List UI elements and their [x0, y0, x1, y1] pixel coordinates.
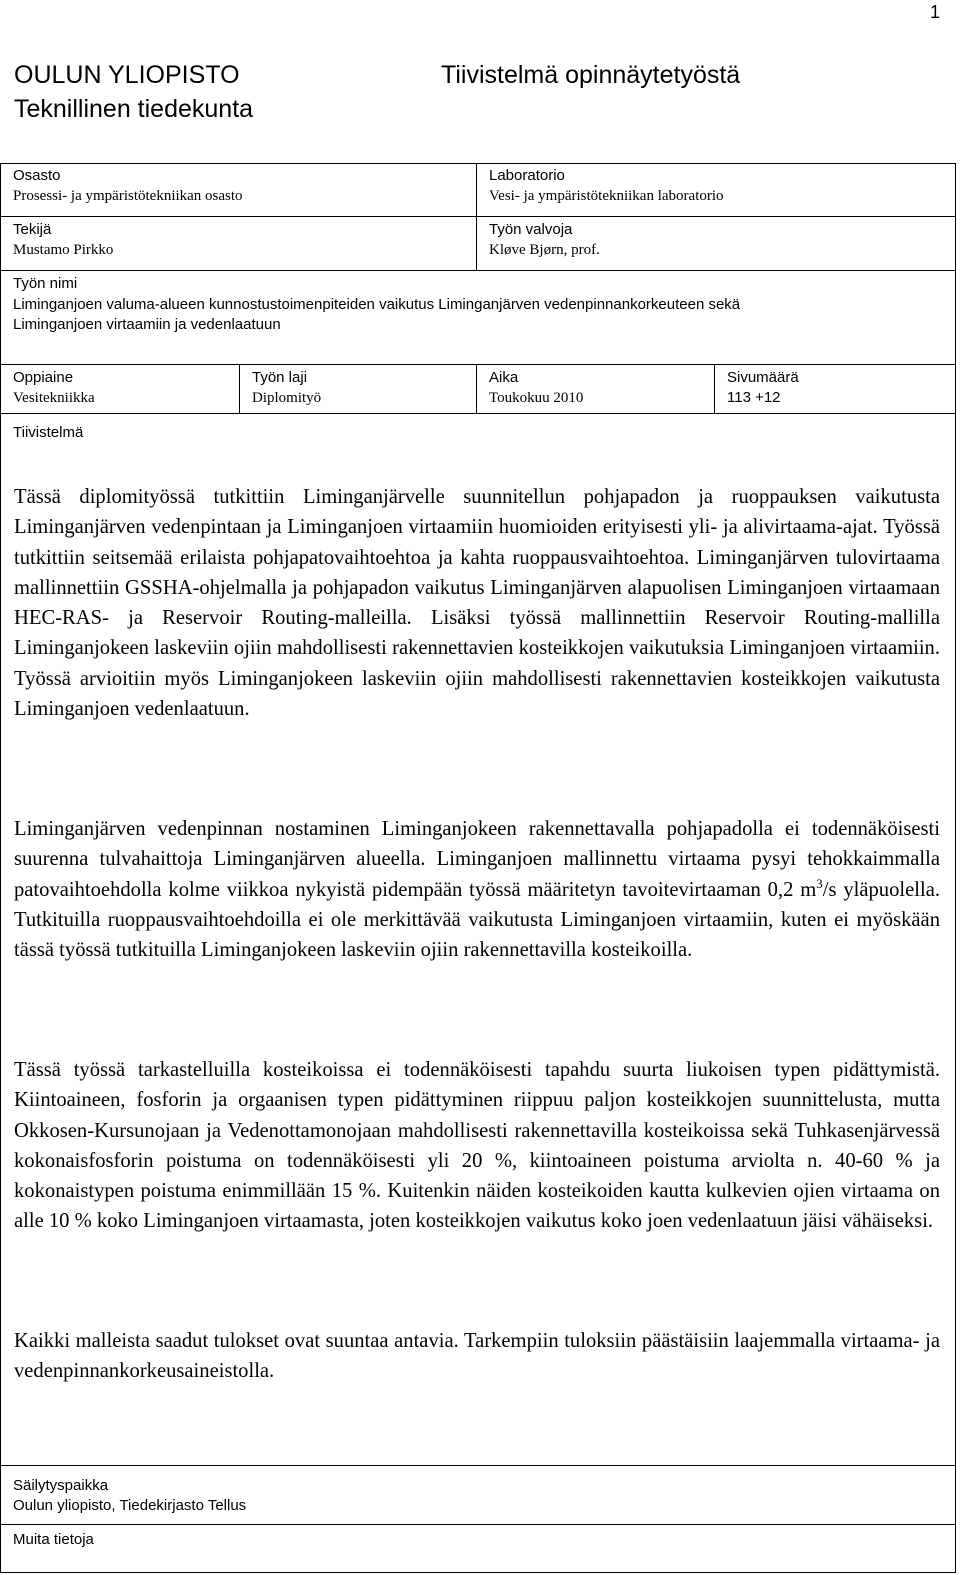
- pages-label: Sivumäärä: [727, 369, 799, 386]
- header-university-block: [14, 58, 253, 126]
- page-number: 1: [929, 2, 940, 22]
- abstract-label: Tiivistelmä: [13, 424, 84, 441]
- department-cell: [13, 166, 243, 206]
- date-label: Aika: [489, 369, 519, 386]
- supervisor-cell: [489, 220, 600, 260]
- abstract-paragraph-2-text-a: Liminganjärven vedenpinnan nostaminen Liminganjokeen rakennettavalla pohjapadolla ei todennäköisesti suurenna tulvahaittoja Liminganjärven alueella. Liminganjoen mallinnettu virtaama pysyi tehokkaimmalla patovaihtoehdolla kolme viikkoa nykyistä pidempään työssä määritetyn tavoitevirtaaman 0,2 m: [14, 818, 940, 901]
- pages-cell: [727, 368, 799, 408]
- thesis-title-cell: [13, 274, 943, 335]
- storage-label: Säilytyspaikka: [13, 1477, 109, 1494]
- author-cell: [13, 220, 113, 260]
- metadata-divider-1: [239, 364, 240, 414]
- document-title: Tiivistelmä opinnäytetyöstä: [441, 61, 741, 89]
- abstract-paragraph-2-superscript: 3: [816, 875, 823, 891]
- type-label: Työn laji: [252, 369, 308, 386]
- laboratory-value: Vesi- ja ympäristötekniikan laboratorio: [489, 188, 724, 204]
- author-value: Mustamo Pirkko: [13, 242, 114, 258]
- abstract-paragraph-4: Kaikki malleista saadut tulokset ovat suuntaa antavia. Tarkempiin tuloksiin päästäisiin laajemmalla virtaama- ja vedenpinnankorkeusaineistolla.: [14, 1330, 940, 1383]
- department-label: Osasto: [13, 167, 61, 184]
- abstract-paragraph-2-text-b: /s yläpuolella. Tutkituilla ruoppausvaihtoehdoilla ei ole merkittävää vaikutusta Liminganjoen virtaamiin, kuten ei myöskään tässä työssä tutkituilla Liminganjokeen laskeviin ojiin rakennettavilla kosteikoilla.: [14, 878, 940, 962]
- storage-cell: [13, 1476, 246, 1516]
- abstract-paragraph-3: Tässä työssä tarkastelluilla kosteikoissa ei todennäköisesti tapahdu suurta liukoisen typen pidättymistä. Kiintoaineen, fosforin ja orgaanisen typen pidättyminen riippuu paljon kosteikkojen suunnittelusta, mutta Okkosen-Kursunojaan ja Vedenottamonojaan mahdollisesti rakennettavilla kosteikoissa sekä Tuhkasenjärvessä kokonaisfosforin poistuma on todennäköisesti yli 20 %, kiintoaineen poistuma arviolta n. 40-60 % ja kokonaistypen poistuma enimmillään 15 %. Kuitenkin näiden kosteikoiden kautta kulkevien ojien virtaama on alle 10 % koko Liminganjoen virtaamasta, joten kosteikkojen vaikutus koko joen vedenlaatuun jäisi vähäiseksi.: [14, 1059, 940, 1233]
- pages-value: 113 +12: [727, 389, 781, 406]
- subject-label: Oppiaine: [13, 369, 74, 386]
- other-info-label: Muita tietoja: [13, 1531, 94, 1548]
- supervisor-label: Työn valvoja: [489, 221, 573, 238]
- abstract-paragraph-1: Tässä diplomityössä tutkittiin Liminganjärvelle suunnitellun pohjapadon ja ruoppauksen vaikutusta Liminganjärven vedenpintaan ja Liminganjoen virtaamiin huomioiden erityisesti yli- ja alivirtaama-ajat. Työssä tutkittiin seitsemää erilaista pohjapatovaihtoehtoa ja kahta ruoppausvaihtoehtoa. Liminganjärven tulovirtaama mallinnettiin GSSHA-ohjelmalla ja pohjapadon vaikutus Liminganjärven alapuolisen Liminganjoen virtaamaan HEC-RAS- ja Reservoir Routing-malleilla. Lisäksi työssä mallinnettiin Reservoir Routing-mallilla Liminganjokeen laskeviin ojiin mahdollisesti rakennettavien kosteikkojen vaikutuksia Liminganjoen virtaamiin. Työssä arvioitiin myös Liminganjokeen laskeviin ojiin mahdollisesti rakennettavien kosteikkojen vaikutusta Liminganjoen vedenlaatuun.: [14, 486, 940, 721]
- faculty-name: Teknillinen tiedekunta: [14, 95, 254, 123]
- info-box-divider-vertical: [476, 163, 477, 271]
- thesis-title-line1: Liminganjoen valuma-alueen kunnostustoimenpiteiden vaikutus Liminganjärven vedenpinnankorkeuteen sekä: [13, 296, 741, 313]
- type-cell: [252, 368, 321, 408]
- supervisor-value: Kløve Bjørn, prof.: [489, 242, 600, 258]
- metadata-divider-2: [476, 364, 477, 414]
- type-value: Diplomityö: [252, 390, 322, 406]
- footer-divider: [0, 1524, 956, 1525]
- metadata-box: [0, 364, 956, 414]
- date-value: Toukokuu 2010: [489, 390, 584, 406]
- storage-value: Oulun yliopisto, Tiedekirjasto Tellus: [13, 1497, 247, 1514]
- author-label: Tekijä: [13, 221, 52, 238]
- thesis-title-label: Työn nimi: [13, 275, 78, 292]
- abstract-paragraph-2: [14, 814, 940, 965]
- thesis-title-line2: Liminganjoen virtaamiin ja vedenlaatuun: [13, 316, 281, 333]
- subject-cell: [13, 368, 95, 408]
- date-cell: [489, 368, 583, 408]
- university-name: OULUN YLIOPISTO: [14, 61, 240, 89]
- laboratory-cell: [489, 166, 724, 206]
- laboratory-label: Laboratorio: [489, 167, 565, 184]
- info-box-divider-row1: [0, 216, 956, 217]
- subject-value: Vesitekniikka: [13, 390, 95, 406]
- info-box-divider-row2: [0, 270, 956, 271]
- department-value: Prosessi- ja ympäristötekniikan osasto: [13, 188, 243, 204]
- metadata-divider-3: [714, 364, 715, 414]
